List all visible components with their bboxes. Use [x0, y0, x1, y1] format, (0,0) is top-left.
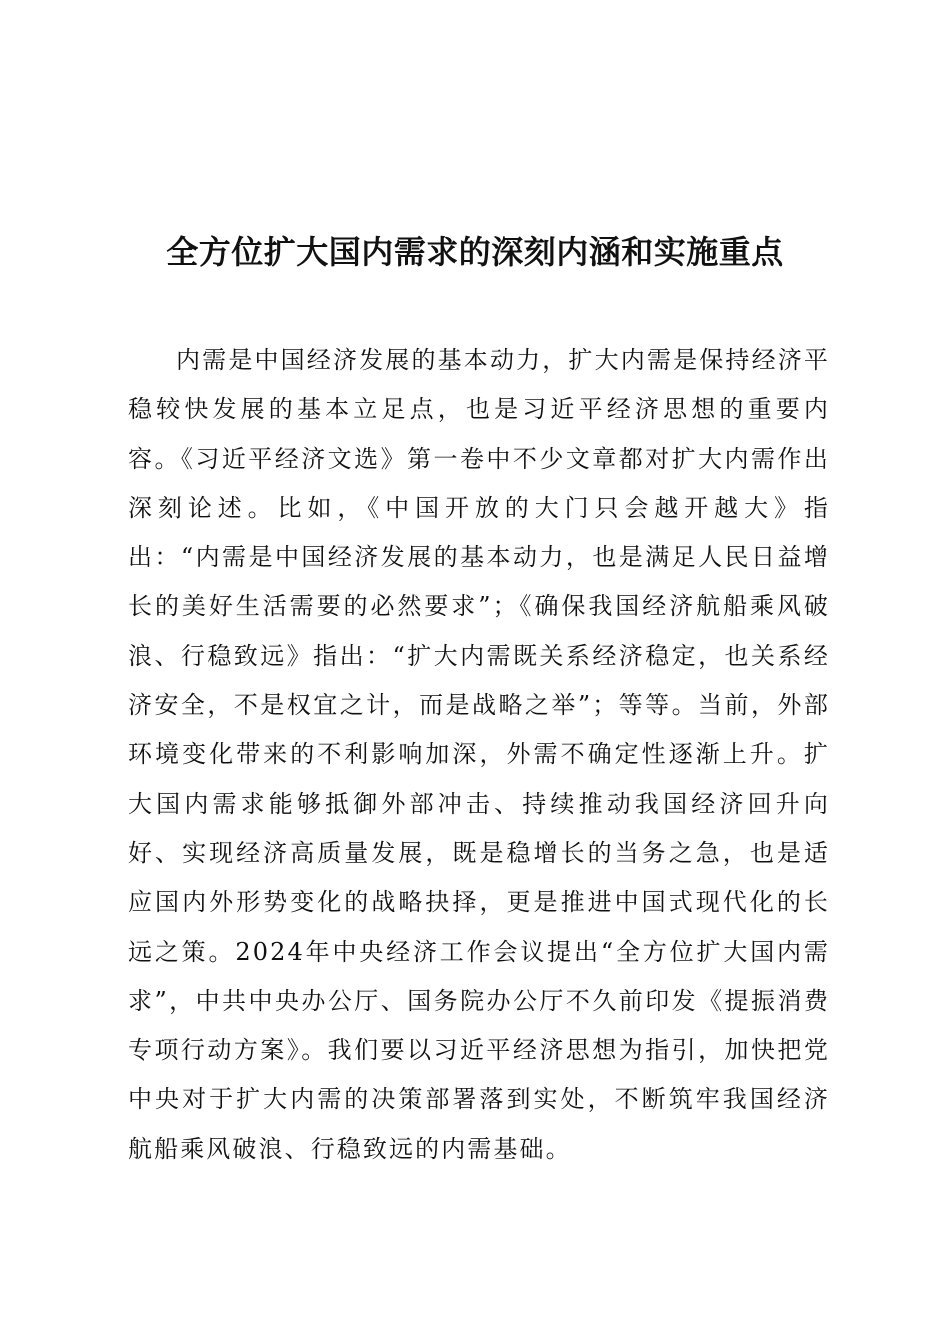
- document-paragraph: 内需是中国经济发展的基本动力，扩大内需是保持经济平稳较快发展的基本立足点，也是习近平经济思想的重要内容。《习近平经济文选》第一卷中不少文章都对扩大内需作出深刻论述。比如，《中国开放的大门只会越开越大》指出：“内需是中国经济发展的基本动力，也是满足人民日益增长的美好生活需要的必然要求”；《确保我国经济航船乘风破浪、行稳致远》指出：“扩大内需既关系经济稳定，也关系经济安全，不是权宜之计，而是战略之举”；等等。当前，外部环境变化带来的不利影响加深，外需不确定性逐渐上升。扩大国内需求能够抵御外部冲击、持续推动我国经济回升向好、实现经济高质量发展，既是稳增长的当务之急，也是适应国内外形势变化的战略抉择，更是推进中国式现代化的长远之策。2024年中央经济工作会议提出“全方位扩大国内需求”，中共中央办公厅、国务院办公厅不久前印发《提振消费专项行动方案》。我们要以习近平经济思想为指引，加快把党中央对于扩大内需的决策部署落到实处，不断筑牢我国经济航船乘风破浪、行稳致远的内需基础。: [128, 346, 830, 1163]
- document-title: 全方位扩大国内需求的深刻内涵和实施重点: [166, 233, 784, 271]
